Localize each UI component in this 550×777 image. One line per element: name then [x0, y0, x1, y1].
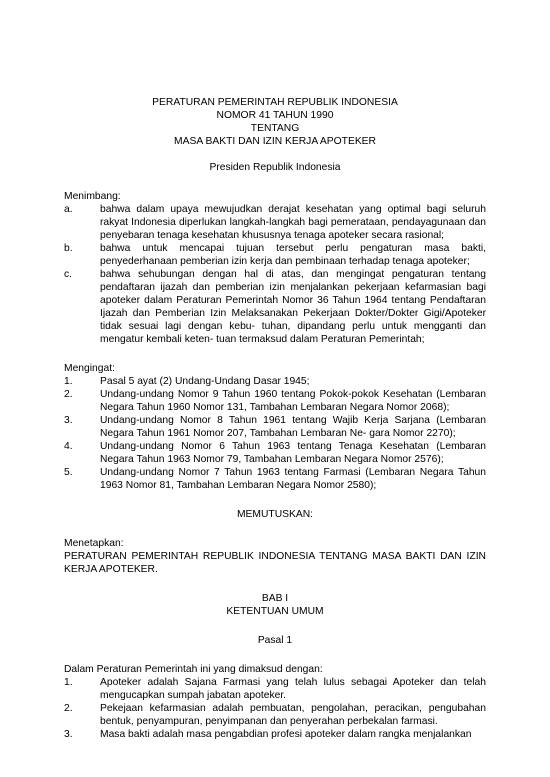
menetapkan-text: PERATURAN PEMERINTAH REPUBLIK INDONESIA TENTANG MASA BAKTI DAN IZIN KERJA APOTEKER. — [64, 551, 486, 575]
menimbang-label: Menimbang: — [64, 191, 121, 202]
chapter-title: BAB I — [261, 593, 289, 604]
item-number: 4. — [64, 441, 73, 452]
item-number: a. — [64, 204, 73, 215]
mengingat-item — [64, 414, 486, 440]
memutuskan-heading: MEMUTUSKAN: — [236, 509, 314, 520]
header-line-1: PERATURAN PEMERINTAH REPUBLIK INDONESIA — [152, 97, 398, 108]
header-line-2: NOMOR 41 TAHUN 1990 — [216, 110, 334, 121]
article-intro: Dalam Peraturan Pemerintah ini yang dimaksud dengan: — [64, 664, 323, 675]
item-text: Undang-undang Nomor 7 Tahun 1963 tentang Farmasi (Lembaran Negara Tahun 1963 Nomor 81, Tambahan Lembaran Negara Nomor 2580); — [100, 467, 486, 491]
item-number: 1. — [64, 677, 73, 688]
item-number: 5. — [64, 467, 73, 478]
item-number: 3. — [64, 415, 73, 426]
menetapkan-label: Menetapkan: — [64, 538, 124, 549]
item-number: 2. — [64, 703, 73, 714]
item-number: 2. — [64, 389, 73, 400]
menimbang-item — [64, 268, 486, 346]
article-item — [64, 702, 486, 728]
menimbang-item — [64, 242, 486, 268]
mengingat-item — [64, 466, 486, 492]
article-item — [64, 676, 486, 702]
item-text: Undang-undang Nomor 6 Tahun 1963 tentang Tenaga Kesehatan (Lembaran Negara Tahun 1963 Nomor 79, Tambahan Lembaran Negara Nomor 2576); — [100, 441, 486, 465]
header-line-3: TENTANG — [250, 123, 300, 134]
article-item — [64, 728, 486, 741]
mengingat-section — [64, 362, 486, 492]
menimbang-section — [64, 190, 486, 346]
item-text: Apoteker adalah Sajana Farmasi yang telah lulus sebagai Apoteker dan telah mengucapkan sumpah jabatan apoteker. — [100, 677, 486, 701]
chapter-heading — [64, 592, 486, 618]
document-header — [64, 96, 486, 174]
item-number: b. — [64, 243, 73, 254]
menetapkan-section — [64, 537, 486, 576]
item-text: Pasal 5 ayat (2) Undang-Undang Dasar 1945; — [100, 376, 310, 387]
menimbang-item — [64, 203, 486, 242]
article-title: Pasal 1 — [257, 635, 293, 646]
mengingat-item — [64, 388, 486, 414]
item-number: 1. — [64, 376, 73, 387]
article-section — [64, 663, 486, 741]
item-number: 3. — [64, 729, 73, 740]
mengingat-item — [64, 440, 486, 466]
chapter-subtitle: KETENTUAN UMUM — [226, 606, 324, 617]
mengingat-item — [64, 375, 486, 388]
item-text: bahwa untuk mencapai tujuan tersebut perlu pengaturan masa bakti, penyederhanaan pemberian izin kerja dan pembinaan terhadap tenaga apoteker; — [100, 243, 486, 267]
document-body — [64, 96, 486, 741]
item-text: bahwa dalam upaya mewujudkan derajat kesehatan yang optimal bagi seluruh rakyat Indonesia diperlukan langkah-langkah bagi pemerataan, pendayagunaan dan penyebaran tenaga kesehatan khususnya tenaga apoteker secara rasional; — [100, 204, 486, 241]
header-line-4: MASA BAKTI DAN IZIN KERJA APOTEKER — [174, 136, 376, 147]
president-line: Presiden Republik Indonesia — [209, 162, 341, 173]
item-text: Undang-undang Nomor 9 Tahun 1960 tentang Pokok-pokok Kesehatan (Lembaran Negara Tahun 1960 Nomor 131, Tambahan Lembaran Negara Nomor 2068); — [100, 389, 486, 413]
item-text: Masa bakti adalah masa pengabdian profesi apoteker dalam rangka menjalankan — [100, 729, 472, 740]
item-text: Undang-undang Nomor 8 Tahun 1961 tentang Wajib Kerja Sarjana (Lembaran Negara Tahun 1961 Nomor 207, Tambahan Lembaran Ne- gara Nomor 2270); — [100, 415, 486, 439]
item-number: c. — [64, 269, 73, 280]
mengingat-label: Mengingat: — [64, 363, 115, 374]
item-text: Pekejaan kefarmasian adalah pembuatan, pengolahan, peracikan, pengubahan bentuk, penyampuran, penyimpanan dan penyerahan perbekalan farmasi. — [100, 703, 486, 727]
item-text: bahwa sehubungan dengan hal di atas, dan mengingat pengaturan tentang pendaftaran ijazah dan pemberian izin menjalankan pekerjaan kefarmasian bagi apoteker dalam Peraturan Pemerintah Nomor 36 Tahun 1964 tentang Pendaftaran Ijazah dan Pemberian Izin Melaksanakan Pekerjaan Dokter/Dokter Gigi/Apoteker tidak sesuai lagi dengan kebu- tuhan, dipandang perlu untuk mengganti dan mengatur kembali keten- tuan termaksud dalam Peraturan Pemerintah; — [100, 269, 486, 345]
